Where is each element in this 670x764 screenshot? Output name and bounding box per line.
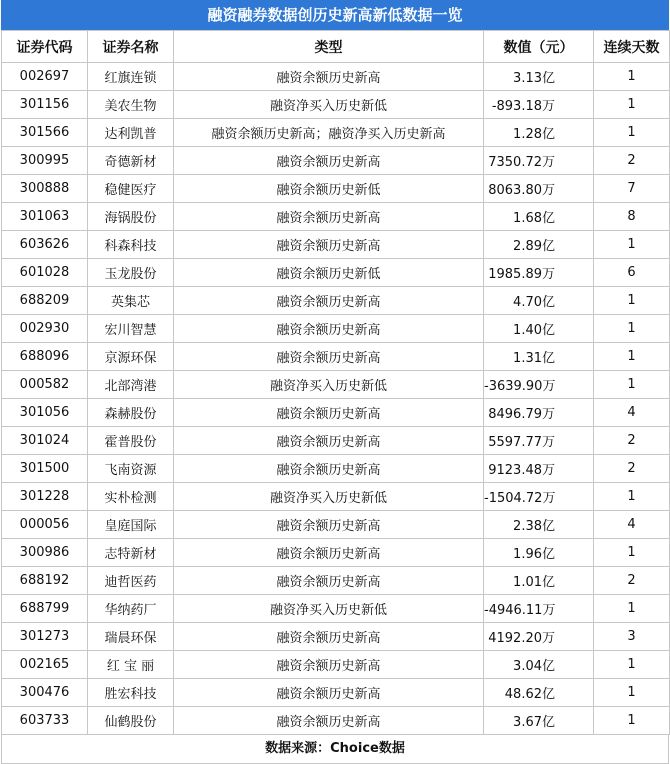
- table-title: 融资融券数据创历史新高新低数据一览: [1, 0, 669, 30]
- cell-days: 3: [594, 623, 670, 651]
- cell-name: 美农生物: [88, 91, 174, 119]
- cell-code: 000582: [2, 371, 88, 399]
- cell-value: 2.89亿: [484, 231, 594, 259]
- cell-name: 森赫股份: [88, 399, 174, 427]
- cell-value: 5597.77万: [484, 427, 594, 455]
- cell-code: 002165: [2, 651, 88, 679]
- cell-value: 48.62亿: [484, 679, 594, 707]
- cell-days: 2: [594, 147, 670, 175]
- cell-days: 1: [594, 483, 670, 511]
- cell-value: -4946.11万: [484, 595, 594, 623]
- cell-days: 4: [594, 399, 670, 427]
- cell-value: 3.67亿: [484, 707, 594, 735]
- cell-code: 300986: [2, 539, 88, 567]
- cell-days: 1: [594, 343, 670, 371]
- table-row: [2, 259, 670, 287]
- cell-name: 胜宏科技: [88, 679, 174, 707]
- cell-value: 1985.89万: [484, 259, 594, 287]
- cell-type: 融资余额历史新高: [174, 623, 484, 651]
- cell-type: 融资余额历史新高: [174, 343, 484, 371]
- cell-code: 603733: [2, 707, 88, 735]
- table-row: [2, 595, 670, 623]
- cell-type: 融资余额历史新高: [174, 567, 484, 595]
- cell-value: 1.31亿: [484, 343, 594, 371]
- cell-name: 英集芯: [88, 287, 174, 315]
- cell-name: 玉龙股份: [88, 259, 174, 287]
- cell-name: 海锅股份: [88, 203, 174, 231]
- cell-code: 688192: [2, 567, 88, 595]
- cell-days: 1: [594, 63, 670, 91]
- cell-value: 4192.20万: [484, 623, 594, 651]
- cell-days: 1: [594, 679, 670, 707]
- table-row: [2, 511, 670, 539]
- cell-type: 融资净买入历史新低: [174, 483, 484, 511]
- table-row: [2, 315, 670, 343]
- cell-type: 融资余额历史新高: [174, 63, 484, 91]
- cell-days: 6: [594, 259, 670, 287]
- cell-days: 1: [594, 707, 670, 735]
- table-row: [2, 455, 670, 483]
- table-row: [2, 203, 670, 231]
- cell-code: 002930: [2, 315, 88, 343]
- cell-value: 2.38亿: [484, 511, 594, 539]
- cell-value: 4.70亿: [484, 287, 594, 315]
- cell-value: 1.68亿: [484, 203, 594, 231]
- cell-days: 1: [594, 539, 670, 567]
- cell-days: 7: [594, 175, 670, 203]
- cell-code: 000056: [2, 511, 88, 539]
- cell-days: 4: [594, 511, 670, 539]
- cell-type: 融资余额历史新高: [174, 455, 484, 483]
- table-row: [2, 343, 670, 371]
- cell-type: 融资净买入历史新低: [174, 595, 484, 623]
- cell-days: 8: [594, 203, 670, 231]
- cell-name: 仙鹤股份: [88, 707, 174, 735]
- cell-type: 融资余额历史新高: [174, 679, 484, 707]
- cell-value: 1.28亿: [484, 119, 594, 147]
- cell-name: 霍普股份: [88, 427, 174, 455]
- cell-name: 京源环保: [88, 343, 174, 371]
- table-row: [2, 483, 670, 511]
- cell-code: 301063: [2, 203, 88, 231]
- cell-value: -3639.90万: [484, 371, 594, 399]
- cell-name: 红旗连锁: [88, 63, 174, 91]
- cell-type: 融资余额历史新高: [174, 427, 484, 455]
- cell-type: 融资余额历史新高: [174, 287, 484, 315]
- header-days: 连续天数: [594, 31, 670, 63]
- cell-type: 融资余额历史新高: [174, 511, 484, 539]
- table-row: [2, 539, 670, 567]
- cell-code: 603626: [2, 231, 88, 259]
- cell-value: 8063.80万: [484, 175, 594, 203]
- cell-type: 融资余额历史新低: [174, 175, 484, 203]
- cell-name: 迪哲医药: [88, 567, 174, 595]
- table-row: [2, 651, 670, 679]
- cell-code: 688799: [2, 595, 88, 623]
- table-row: [2, 427, 670, 455]
- cell-code: 301500: [2, 455, 88, 483]
- cell-value: 9123.48万: [484, 455, 594, 483]
- cell-value: 8496.79万: [484, 399, 594, 427]
- cell-name: 志特新材: [88, 539, 174, 567]
- cell-days: 2: [594, 455, 670, 483]
- cell-days: 1: [594, 651, 670, 679]
- table-row: [2, 91, 670, 119]
- header-type: 类型: [174, 31, 484, 63]
- cell-type: 融资净买入历史新低: [174, 91, 484, 119]
- cell-code: 301056: [2, 399, 88, 427]
- cell-type: 融资余额历史新高: [174, 315, 484, 343]
- table-row: [2, 679, 670, 707]
- cell-days: 1: [594, 231, 670, 259]
- cell-code: 301566: [2, 119, 88, 147]
- cell-days: 1: [594, 315, 670, 343]
- table-row: [2, 287, 670, 315]
- cell-type: 融资余额历史新高: [174, 147, 484, 175]
- cell-name: 实朴检测: [88, 483, 174, 511]
- header-row: [2, 31, 670, 63]
- cell-value: 1.96亿: [484, 539, 594, 567]
- table-row: [2, 567, 670, 595]
- cell-type: 融资余额历史新高: [174, 203, 484, 231]
- table-row: [2, 119, 670, 147]
- cell-name: 宏川智慧: [88, 315, 174, 343]
- table-row: [2, 147, 670, 175]
- cell-value: -1504.72万: [484, 483, 594, 511]
- cell-days: 1: [594, 287, 670, 315]
- table-row: [2, 399, 670, 427]
- cell-code: 301273: [2, 623, 88, 651]
- data-table-panel: [1, 0, 669, 764]
- cell-value: 3.04亿: [484, 651, 594, 679]
- cell-name: 皇庭国际: [88, 511, 174, 539]
- cell-code: 688209: [2, 287, 88, 315]
- header-name: 证券名称: [88, 31, 174, 63]
- cell-code: 002697: [2, 63, 88, 91]
- cell-code: 688096: [2, 343, 88, 371]
- cell-name: 瑞晨环保: [88, 623, 174, 651]
- cell-code: 601028: [2, 259, 88, 287]
- cell-days: 2: [594, 427, 670, 455]
- table-row: [2, 707, 670, 735]
- cell-type: 融资余额历史新高: [174, 231, 484, 259]
- header-value: 数值（元）: [484, 31, 594, 63]
- data-source-footer: 数据来源：Choice数据: [1, 735, 669, 764]
- cell-days: 1: [594, 119, 670, 147]
- cell-type: 融资余额历史新高: [174, 539, 484, 567]
- margin-trading-table: [1, 30, 670, 735]
- cell-days: 1: [594, 91, 670, 119]
- cell-value: 1.40亿: [484, 315, 594, 343]
- table-row: [2, 623, 670, 651]
- table-row: [2, 231, 670, 259]
- cell-type: 融资余额历史新高: [174, 399, 484, 427]
- cell-days: 1: [594, 371, 670, 399]
- cell-name: 奇德新材: [88, 147, 174, 175]
- cell-days: 2: [594, 567, 670, 595]
- cell-type: 融资余额历史新高: [174, 707, 484, 735]
- cell-type: 融资净买入历史新低: [174, 371, 484, 399]
- cell-name: 红 宝 丽: [88, 651, 174, 679]
- cell-name: 达利凯普: [88, 119, 174, 147]
- cell-type: 融资余额历史新高；融资净买入历史新高: [174, 119, 484, 147]
- cell-name: 科森科技: [88, 231, 174, 259]
- cell-name: 飞南资源: [88, 455, 174, 483]
- cell-type: 融资余额历史新低: [174, 259, 484, 287]
- cell-name: 稳健医疗: [88, 175, 174, 203]
- cell-value: 3.13亿: [484, 63, 594, 91]
- cell-value: -893.18万: [484, 91, 594, 119]
- table-row: [2, 175, 670, 203]
- cell-name: 北部湾港: [88, 371, 174, 399]
- header-code: 证券代码: [2, 31, 88, 63]
- cell-code: 301156: [2, 91, 88, 119]
- cell-name: 华纳药厂: [88, 595, 174, 623]
- cell-code: 300888: [2, 175, 88, 203]
- table-row: [2, 371, 670, 399]
- cell-code: 301228: [2, 483, 88, 511]
- cell-value: 1.01亿: [484, 567, 594, 595]
- cell-code: 300476: [2, 679, 88, 707]
- cell-type: 融资余额历史新高: [174, 651, 484, 679]
- cell-value: 7350.72万: [484, 147, 594, 175]
- cell-code: 300995: [2, 147, 88, 175]
- cell-days: 1: [594, 595, 670, 623]
- table-row: [2, 63, 670, 91]
- cell-code: 301024: [2, 427, 88, 455]
